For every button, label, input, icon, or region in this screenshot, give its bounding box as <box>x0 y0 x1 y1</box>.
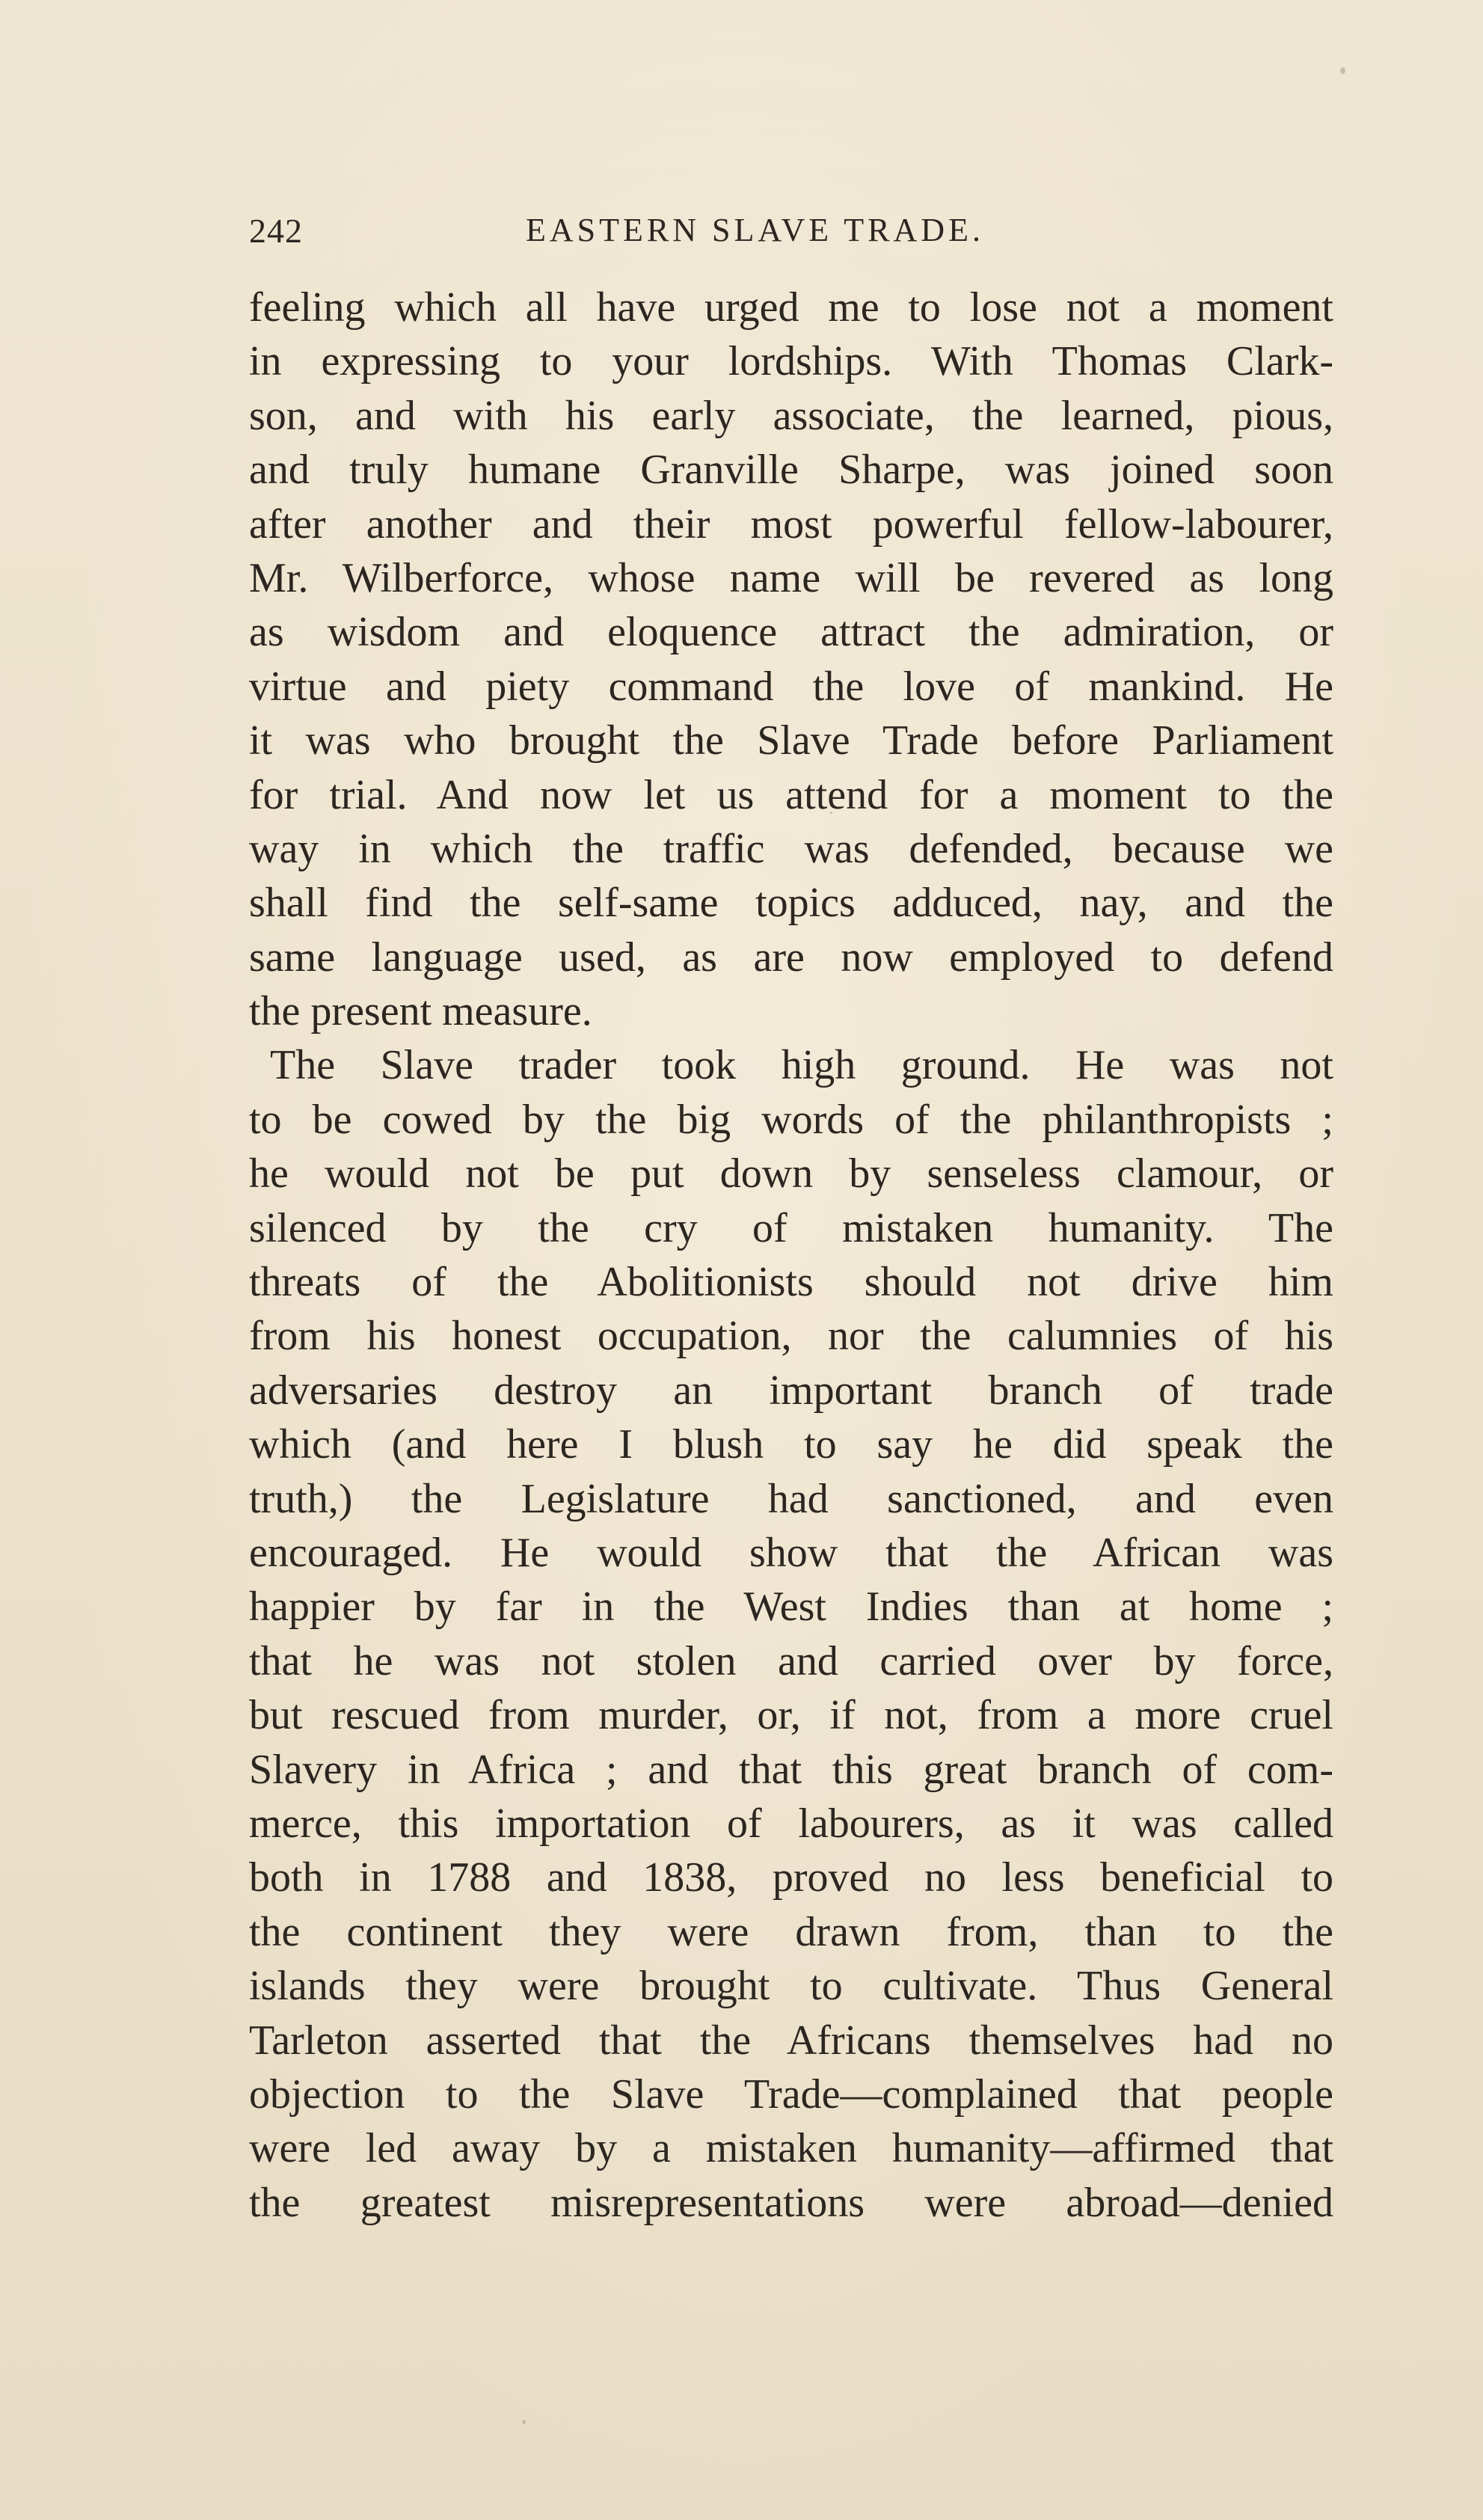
text-line: merce, this importation of labourers, as it was called <box>249 1800 1333 1847</box>
text-line: as wisdom and eloquence attract the admiration, or <box>249 609 1333 656</box>
text-line: and truly humane Granville Sharpe, was joined soon <box>249 447 1333 494</box>
text-line: the present measure. <box>249 988 592 1035</box>
text-line: way in which the traffic was defended, because we <box>249 825 1333 872</box>
paper-speck <box>1340 67 1345 74</box>
text-line: it was who brought the Slave Trade before Parliament <box>249 717 1333 764</box>
text-line: virtue and piety command the love of mankind. He <box>249 663 1333 710</box>
text-line: silenced by the cry of mistaken humanity. The <box>249 1204 1333 1251</box>
text-line: to be cowed by the big words of the philanthropists ; <box>249 1096 1333 1143</box>
text-line: islands they were brought to cultivate. Thus General <box>249 1963 1333 2010</box>
text-line: in expressing to your lordships. With Thomas Clark- <box>249 338 1333 385</box>
text-line: Tarleton asserted that the Africans themselves had no <box>249 2017 1333 2064</box>
text-line: threats of the Abolitionists should not drive him <box>249 1259 1333 1306</box>
text-line: he would not be put down by senseless clamour, or <box>249 1150 1333 1198</box>
text-line: that he was not stolen and carried over by force, <box>249 1637 1333 1684</box>
text-line: shall find the self-same topics adduced, nay, and the <box>249 880 1333 927</box>
text-line: which (and here I blush to say he did speak the <box>249 1421 1333 1468</box>
text-line: Mr. Wilberforce, whose name will be revered as long <box>249 554 1333 601</box>
text-line: the continent they were drawn from, than to the <box>249 1908 1333 1955</box>
text-line: the greatest misrepresentations were abroad—denied <box>249 2179 1333 2226</box>
text-line: son, and with his early associate, the learned, pious, <box>249 392 1333 439</box>
page-number: 242 <box>249 212 303 250</box>
text-line: both in 1788 and 1838, proved no less beneficial to <box>249 1854 1333 1901</box>
text-line: but rescued from murder, or, if not, from a more cruel <box>249 1692 1333 1739</box>
text-line: adversaries destroy an important branch of trade <box>249 1367 1333 1414</box>
text-line: The Slave trader took high ground. He was not <box>270 1042 1333 1089</box>
paper-speck <box>522 2420 526 2424</box>
text-line: after another and their most powerful fellow-labourer, <box>249 500 1333 548</box>
text-line: objection to the Slave Trade—complained that people <box>249 2070 1333 2118</box>
text-line: happier by far in the West Indies than at home ; <box>249 1584 1333 1631</box>
text-line: same language used, as are now employed to defend <box>249 933 1333 981</box>
running-head <box>249 211 1333 263</box>
running-title: EASTERN SLAVE TRADE. <box>526 212 984 248</box>
text-line: for trial. And now let us attend for a moment to the <box>249 771 1333 818</box>
text-line: encouraged. He would show that the African was <box>249 1529 1333 1576</box>
text-line: were led away by a mistaken humanity—affirmed that <box>249 2125 1333 2172</box>
body-text <box>249 280 1333 2230</box>
text-line: feeling which all have urged me to lose not a moment <box>249 284 1333 331</box>
text-line: truth,) the Legislature had sanctioned, and even <box>249 1475 1333 1522</box>
text-line: from his honest occupation, nor the calumnies of his <box>249 1313 1333 1360</box>
text-line: Slavery in Africa ; and that this great branch of com- <box>249 1746 1333 1793</box>
